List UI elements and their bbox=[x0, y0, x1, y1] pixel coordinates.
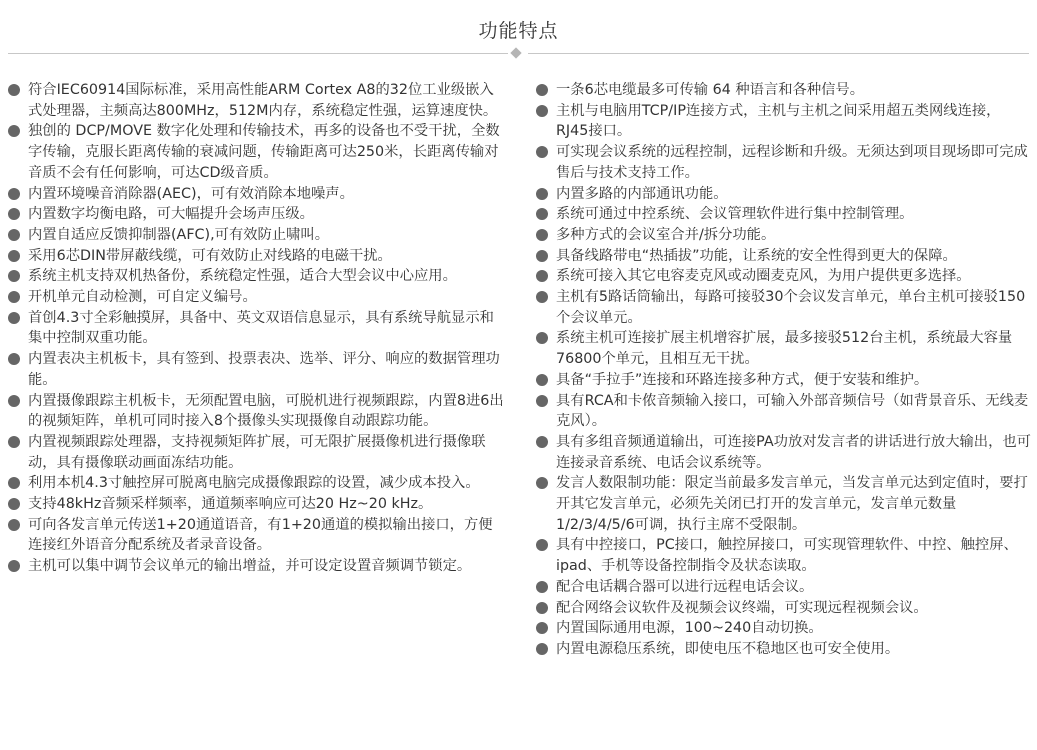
section-header bbox=[0, 0, 1037, 64]
feature-item bbox=[8, 391, 504, 432]
feature-text: 具有中控接口，PC接口，触控屏接口，可实现管理软件、中控、触控屏、ipad、手机等设备控制指令及状态读取。 bbox=[556, 537, 1018, 575]
feature-item bbox=[8, 121, 504, 183]
bullet-dot-icon bbox=[8, 312, 20, 324]
feature-text: 内置数字均衡电路，可大幅提升会场声压级。 bbox=[28, 206, 314, 223]
feature-text: 可向各发言单元传送1+20通道语音，有1+20通道的模拟输出接口，方便连接红外语音分配系统及者录音设备。 bbox=[28, 516, 493, 554]
feature-text: 采用6芯DIN带屏蔽线缆，可有效防止对线路的电磁干扰。 bbox=[28, 247, 392, 264]
bullet-dot-icon bbox=[536, 539, 548, 551]
feature-text: 系统可通过中控系统、会议管理软件进行集中控制管理。 bbox=[556, 206, 914, 223]
feature-text: 首创4.3寸全彩触摸屏，具备中、英文双语信息显示，具有系统导航显示和集中控制双重功能。 bbox=[28, 309, 494, 347]
bullet-dot-icon bbox=[536, 208, 548, 220]
feature-text: 内置环境噪音消除器(AEC)，可有效消除本地噪声。 bbox=[28, 185, 354, 202]
bullet-dot-icon bbox=[536, 270, 548, 282]
feature-text: 一条6芯电缆最多可传输 64 种语言和各种信号。 bbox=[556, 82, 865, 98]
bullet-dot-icon bbox=[536, 436, 548, 448]
feature-item bbox=[8, 308, 504, 349]
bullet-dot-icon bbox=[536, 84, 548, 96]
feature-item bbox=[536, 639, 1032, 660]
feature-text: 主机有5路话筒输出，每路可接驳30个会议发言单元，单台主机可接驳150个会议单元。 bbox=[556, 289, 1026, 326]
bullet-dot-icon bbox=[8, 477, 20, 489]
bullet-dot-icon bbox=[8, 498, 20, 510]
feature-item bbox=[536, 101, 1032, 142]
feature-item bbox=[8, 473, 504, 494]
feature-text: 系统主机支持双机热备份，系统稳定性强，适合大型会议中心应用。 bbox=[28, 268, 457, 285]
feature-item bbox=[536, 80, 1032, 101]
bullet-dot-icon bbox=[536, 332, 548, 344]
bullet-dot-icon bbox=[8, 84, 20, 96]
bullet-dot-icon bbox=[536, 229, 548, 241]
feature-text: 支持48kHz音频采样频率，通道频率响应可达20 Hz~20 kHz。 bbox=[28, 496, 433, 513]
feature-item bbox=[8, 246, 504, 267]
feature-text: 利用本机4.3寸触控屏可脱离电脑完成摄像跟踪的设置，减少成本投入。 bbox=[28, 475, 480, 492]
feature-item bbox=[536, 184, 1032, 205]
feature-item bbox=[536, 142, 1032, 183]
feature-item bbox=[8, 80, 504, 121]
bullet-dot-icon bbox=[8, 208, 20, 220]
bullet-dot-icon bbox=[536, 581, 548, 593]
feature-list-right bbox=[536, 80, 1032, 660]
bullet-dot-icon bbox=[536, 643, 548, 655]
feature-text: 内置摄像跟踪主机板卡，无须配置电脑，可脱机进行视频跟踪，内置8进6出的视频矩阵，单机可同时接入8个摄像头实现摄像自动跟踪功能。 bbox=[28, 392, 504, 430]
feature-text: 符合IEC60914国际标准，采用高性能ARM Cortex A8的32位工业级嵌入式处理器，主频高达800MHz，512M内存，系统稳定性强，运算速度快。 bbox=[28, 82, 498, 119]
feature-text: 内置自适应反馈抑制器(AFC),可有效防止啸叫。 bbox=[28, 226, 330, 243]
feature-item bbox=[536, 391, 1032, 432]
bullet-dot-icon bbox=[8, 229, 20, 241]
bullet-dot-icon bbox=[536, 250, 548, 262]
feature-text: 独创的 DCP/MOVE 数字化处理和传输技术，再多的设备也不受干扰，全数字传输，克服长距离传输的衰减问题，传输距离可达250米，长距离传输对音质不会有任何影响，可达CD级音质。 bbox=[28, 123, 500, 181]
bullet-dot-icon bbox=[536, 146, 548, 158]
feature-item bbox=[8, 225, 504, 246]
feature-item bbox=[536, 598, 1032, 619]
feature-text: 发言人数限制功能：限定当前最多发言单元，当发言单元达到定值时，要打开其它发言单元，必须先关闭已打开的发言单元，发言单元数量1/2/3/4/5/6可调，执行主席不受限制。 bbox=[556, 475, 1028, 533]
bullet-dot-icon bbox=[8, 291, 20, 303]
page-title: 功能特点 bbox=[478, 20, 559, 42]
feature-list-left bbox=[8, 80, 504, 577]
feature-item bbox=[536, 246, 1032, 267]
feature-text: 内置表决主机板卡，具有签到、投票表决、选举、评分、响应的数据管理功能。 bbox=[28, 351, 500, 388]
bullet-dot-icon bbox=[536, 374, 548, 386]
feature-item bbox=[536, 266, 1032, 287]
feature-text: 开机单元自动检测，可自定义编号。 bbox=[28, 289, 257, 306]
feature-text: 配合网络会议软件及视频会议终端，可实现远程视频会议。 bbox=[556, 599, 928, 616]
feature-item bbox=[536, 618, 1032, 639]
feature-item bbox=[536, 535, 1032, 576]
feature-text: 具备“手拉手”连接和环路连接多种方式，便于安装和维护。 bbox=[556, 371, 929, 388]
feature-item bbox=[536, 473, 1032, 535]
bullet-dot-icon bbox=[8, 353, 20, 365]
feature-text: 主机与电脑用TCP/IP连接方式，主机与主机之间采用超五类网线连接，RJ45接口。 bbox=[556, 102, 1001, 140]
feature-item bbox=[536, 577, 1032, 598]
bullet-dot-icon bbox=[8, 560, 20, 572]
feature-item bbox=[8, 556, 504, 577]
bullet-dot-icon bbox=[536, 622, 548, 634]
header-divider-left bbox=[8, 53, 508, 54]
feature-item bbox=[8, 184, 504, 205]
feature-item bbox=[536, 225, 1032, 246]
feature-text: 内置电源稳压系统，即使电压不稳地区也可安全使用。 bbox=[556, 640, 900, 657]
bullet-dot-icon bbox=[536, 602, 548, 614]
diamond-ornament-icon bbox=[510, 47, 521, 58]
feature-text: 配合电话耦合器可以进行远程电话会议。 bbox=[556, 578, 814, 595]
bullet-dot-icon bbox=[8, 270, 20, 282]
bullet-dot-icon bbox=[536, 105, 548, 117]
feature-text: 主机可以集中调节会议单元的输出增益，并可设定设置音频调节锁定。 bbox=[28, 558, 472, 575]
bullet-dot-icon bbox=[8, 436, 20, 448]
bullet-dot-icon bbox=[8, 395, 20, 407]
feature-item bbox=[8, 204, 504, 225]
feature-text: 系统可接入其它电容麦克风或动圈麦克风，为用户提供更多选择。 bbox=[556, 268, 971, 285]
feature-item bbox=[8, 266, 504, 287]
feature-text: 具备线路带电“热插拔”功能，让系统的安全性得到更大的保障。 bbox=[556, 247, 957, 264]
bullet-dot-icon bbox=[8, 250, 20, 262]
feature-item bbox=[8, 494, 504, 515]
header-divider-right bbox=[528, 53, 1029, 54]
feature-text: 具有RCA和卡侬音频输入接口，可输入外部音频信号（如背景音乐、无线麦克风）。 bbox=[556, 392, 1029, 430]
bullet-dot-icon bbox=[536, 188, 548, 200]
feature-item bbox=[8, 287, 504, 308]
bullet-dot-icon bbox=[8, 125, 20, 137]
feature-text: 具有多组音频通道输出，可连接PA功放对发言者的讲话进行放大输出，也可连接录音系统、电话会议系统等。 bbox=[556, 433, 1031, 471]
bullet-dot-icon bbox=[536, 291, 548, 303]
feature-item bbox=[536, 432, 1032, 473]
bullet-dot-icon bbox=[536, 395, 548, 407]
feature-text: 可实现会议系统的远程控制，远程诊断和升级。无须达到项目现场即可完成售后与技术支持工作。 bbox=[556, 144, 1028, 181]
feature-item bbox=[8, 349, 504, 390]
feature-text: 内置国际通用电源，100~240自动切换。 bbox=[556, 620, 823, 637]
bullet-dot-icon bbox=[536, 477, 548, 489]
bullet-dot-icon bbox=[8, 188, 20, 200]
feature-item bbox=[536, 328, 1032, 369]
feature-item bbox=[536, 204, 1032, 225]
feature-item bbox=[536, 287, 1032, 328]
feature-item bbox=[8, 432, 504, 473]
feature-text: 多种方式的会议室合并/拆分功能。 bbox=[556, 226, 776, 243]
feature-text: 内置视频跟踪处理器，支持视频矩阵扩展，可无限扩展摄像机进行摄像联动，具有摄像联动画面冻结功能。 bbox=[28, 433, 486, 471]
feature-item bbox=[8, 515, 504, 556]
bullet-dot-icon bbox=[8, 519, 20, 531]
feature-text: 内置多路的内部通讯功能。 bbox=[556, 185, 728, 202]
feature-item bbox=[536, 370, 1032, 391]
feature-text: 系统主机可连接扩展主机增容扩展，最多接驳512台主机，系统最大容量76800个单元，且相互无干扰。 bbox=[556, 330, 1013, 368]
